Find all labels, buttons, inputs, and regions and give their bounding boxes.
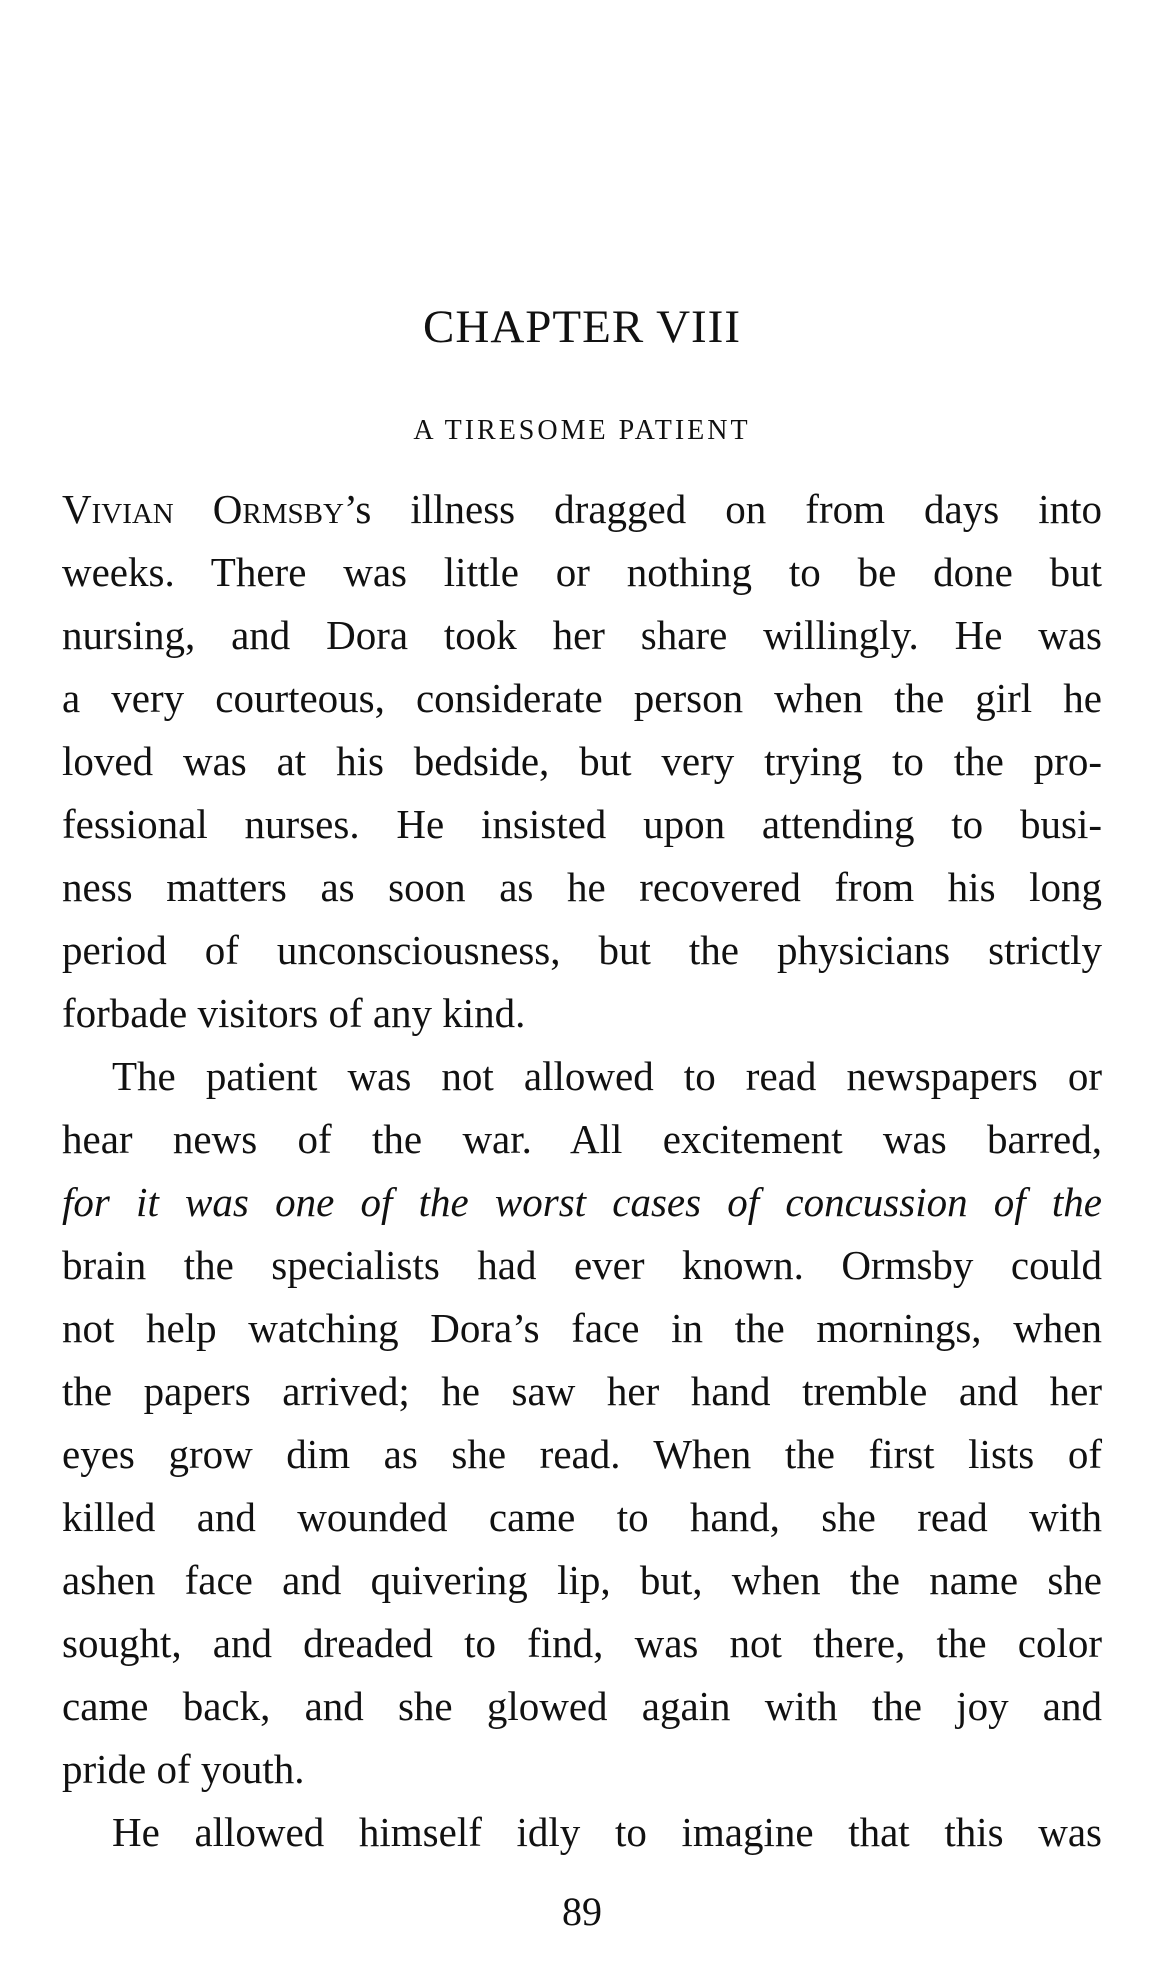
text-line [62,478,1102,541]
text-line: hear news of the war. All excitement was barred, [62,1116,1102,1162]
text-line: period of unconsciousness, but the physicians strictly [62,927,1102,973]
text-line-content: ’s illness dragged on from days into [343,486,1103,532]
text-line: the papers arrived; he saw her hand tremble and her [62,1368,1102,1414]
text-line: He allowed himself idly to imagine that this was [112,1809,1102,1855]
chapter-title: CHAPTER VIII [423,301,741,353]
text-line: sought, and dreaded to find, was not there, the color [62,1620,1102,1666]
text-line: The patient was not allowed to read newspapers or [112,1053,1102,1099]
text-line: ness matters as soon as he recovered from his long [62,864,1102,910]
text-line: came back, and she glowed again with the joy and [62,1683,1102,1729]
text-line: forbade visitors of any kind. [62,990,526,1036]
text-line: killed and wounded came to hand, she read with [62,1494,1102,1540]
text-line: a very courteous, considerate person when the girl he [62,675,1102,721]
text-line: fessional nurses. He insisted upon attending to busi- [62,801,1102,847]
body-text [62,478,1102,1864]
page-number: 89 [562,1889,602,1934]
text-line: eyes grow dim as she read. When the first lists of [62,1431,1102,1477]
text-line: pride of youth. [62,1746,305,1792]
text-line: weeks. There was little or nothing to be done but [62,549,1102,595]
text-line: not help watching Dora’s face in the mornings, when [62,1305,1102,1351]
chapter-subtitle: A TIRESOME PATIENT [413,415,751,446]
text-line: loved was at his bedside, but very trying to the pro- [62,738,1102,784]
text-line: ashen face and quivering lip, but, when the name she [62,1557,1102,1603]
text-line: for it was one of the worst cases of concussion of the [62,1179,1102,1225]
text-line: brain the specialists had ever known. Ormsby could [62,1242,1102,1288]
text-line: nursing, and Dora took her share willingly. He was [62,612,1102,658]
small-caps-name: Vivian Ormsby [62,486,344,532]
